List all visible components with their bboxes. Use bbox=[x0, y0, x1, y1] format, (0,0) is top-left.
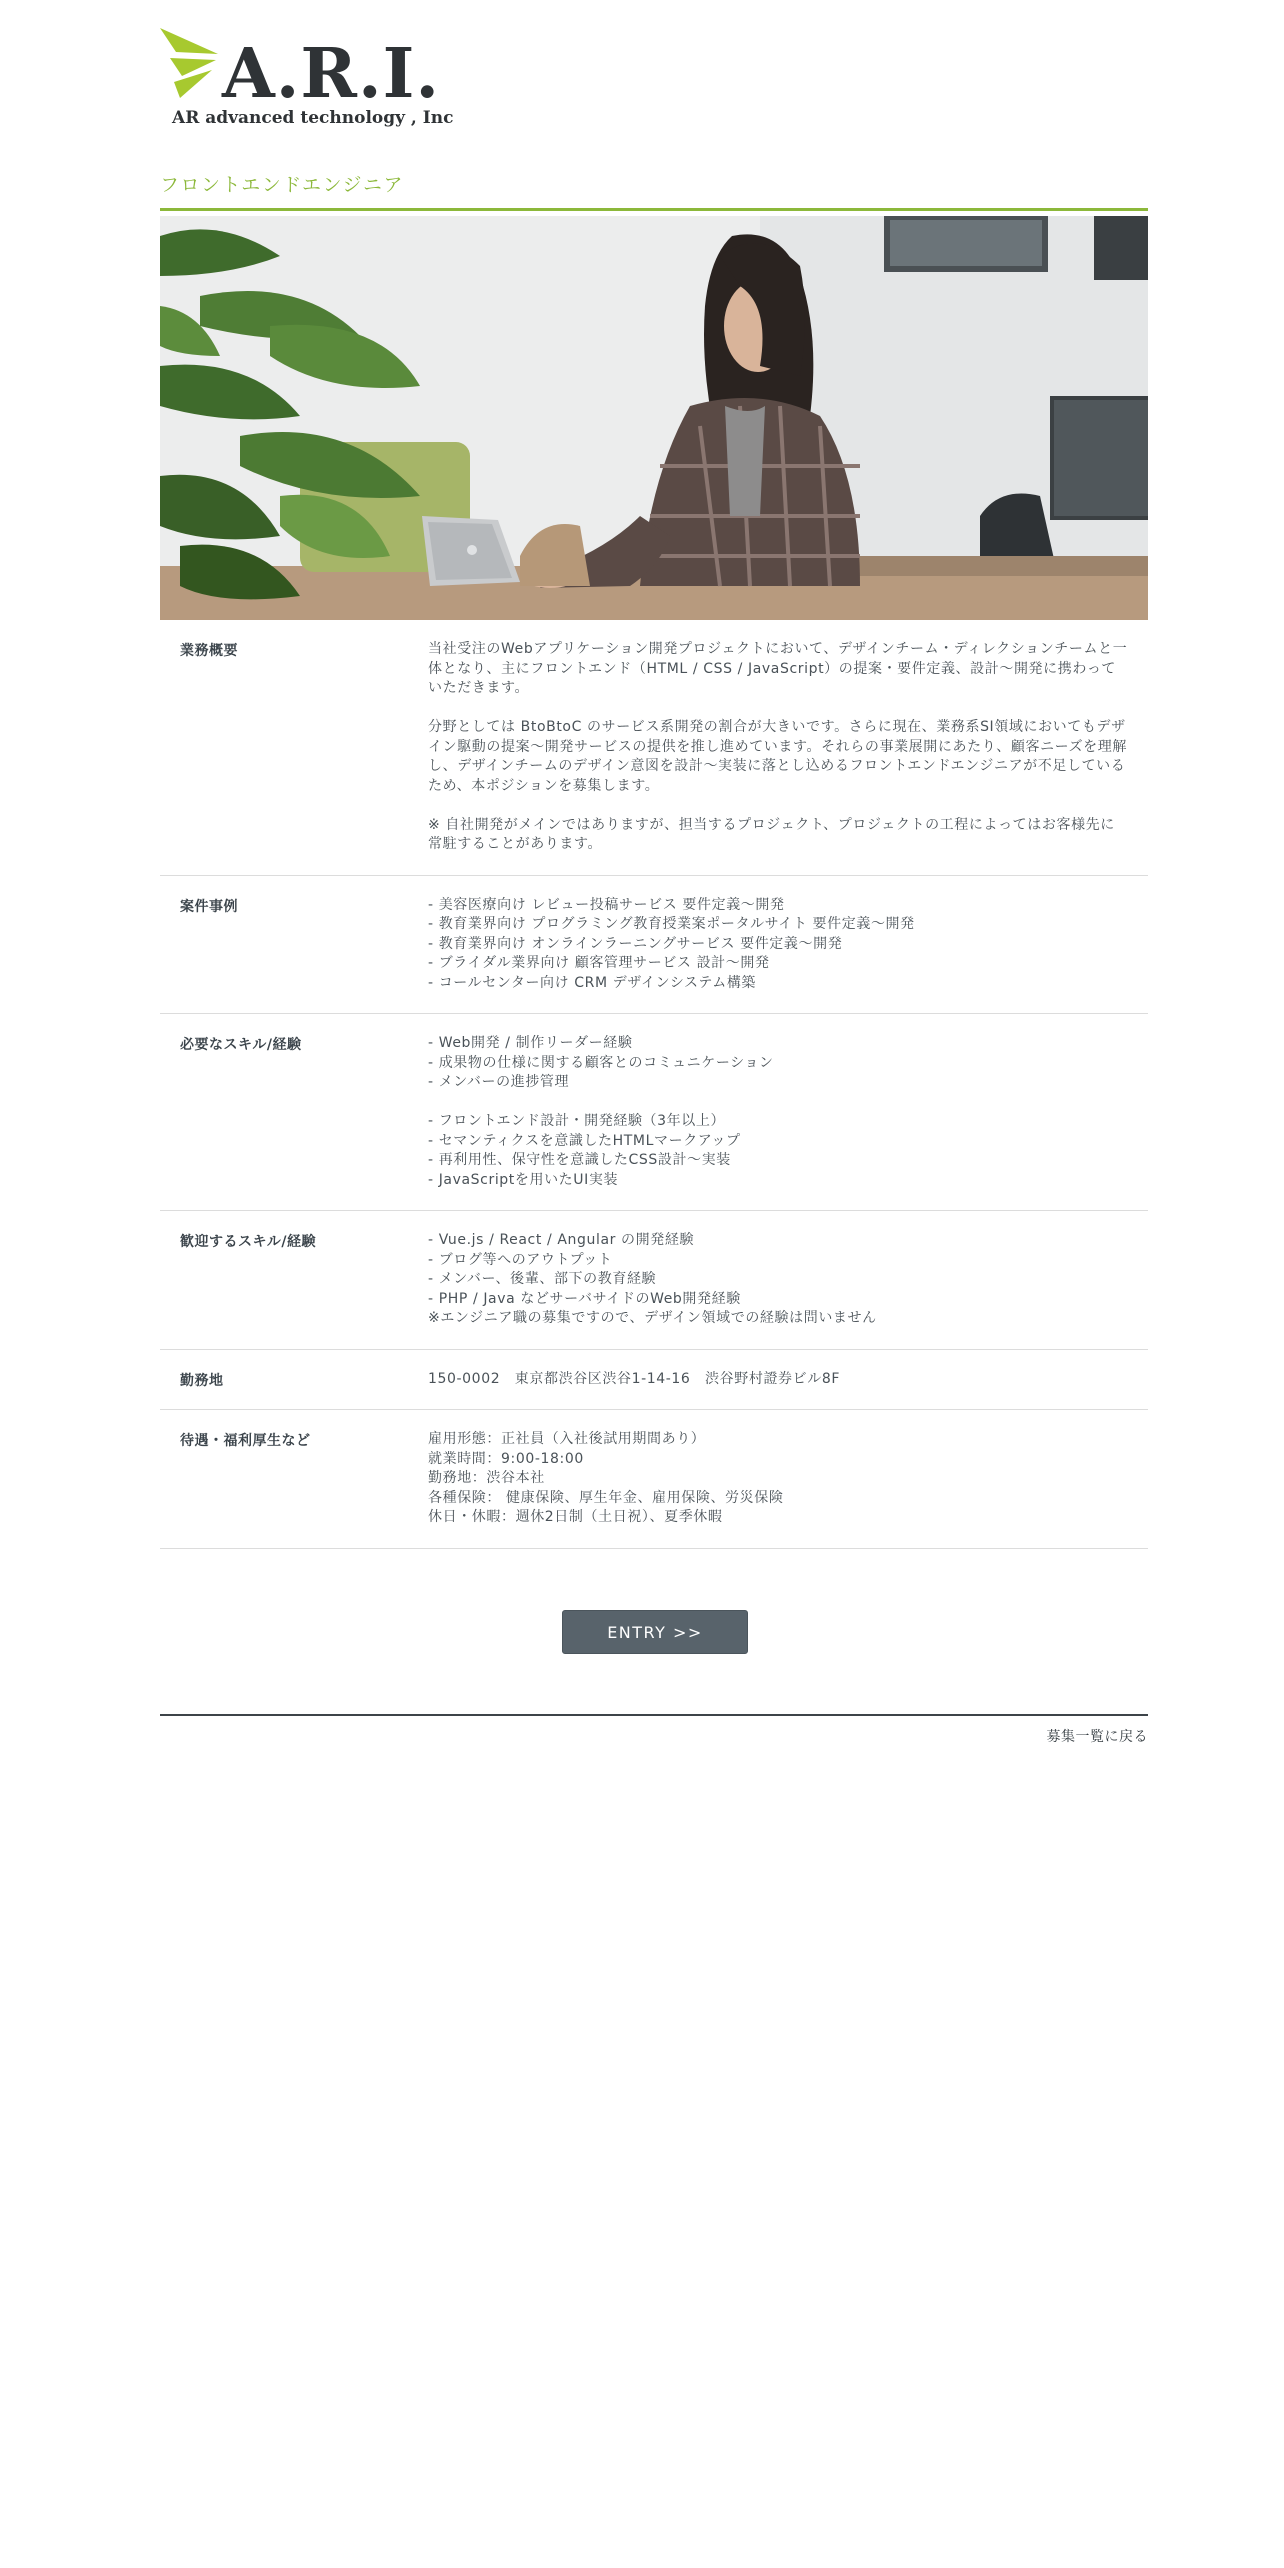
footer-divider bbox=[160, 1714, 1148, 1716]
detail-label: 歓迎するスキル/経験 bbox=[180, 1234, 316, 1250]
entry-button[interactable]: ENTRY >> bbox=[562, 1610, 748, 1654]
title-divider bbox=[160, 208, 1148, 211]
page-title: フロントエンドエンジニア bbox=[160, 174, 405, 196]
back-to-list-link[interactable]: 募集一覧に戻る bbox=[1046, 1729, 1148, 1745]
detail-paragraph: - Web開発 / 制作リーダー経験 - 成果物の仕様に関する顧客とのコミュニケーション - メンバーの進捗管理 bbox=[428, 1035, 774, 1090]
detail-row-cases bbox=[160, 876, 1148, 1015]
detail-value bbox=[408, 1014, 1128, 1210]
detail-paragraph: ※ 自社開発がメインではありますが、担当するプロジェクト、プロジェクトの工程によってはお客様先に常駐することがあります。 bbox=[428, 816, 1115, 852]
company-logo[interactable] bbox=[160, 28, 454, 138]
logo-main-text: A.R.I. bbox=[222, 34, 441, 114]
detail-value bbox=[408, 1211, 1128, 1349]
detail-paragraph: - Vue.js / React / Angular の開発経験 - ブログ等へのアウトプット - メンバー、後輩、部下の教育経験 - PHP / Java などサーバサイドのWeb開発経験 ※エンジニア職の募集ですので、デザイン領域での経験は問いません bbox=[428, 1232, 877, 1326]
detail-value bbox=[408, 620, 1128, 875]
detail-paragraph: - フロントエンド設計・開発経験（3年以上） - セマンティクスを意識したHTMLマークアップ - 再利用性、保守性を意識したCSS設計〜実装 - JavaScriptを用いたUI実装 bbox=[428, 1113, 741, 1188]
detail-value bbox=[408, 1410, 1128, 1548]
detail-row-welcome-skills bbox=[160, 1211, 1148, 1350]
detail-paragraph: 当社受注のWebアプリケーション開発プロジェクトにおいて、デザインチーム・ディレクションチームと一体となり、主にフロントエンド（HTML / CSS / JavaScript）の提案・要件定義、設計〜開発に携わっていただきます。 bbox=[428, 641, 1128, 696]
detail-label: 待遇・福利厚生など bbox=[180, 1433, 311, 1449]
detail-label: 必要なスキル/経験 bbox=[180, 1037, 302, 1053]
detail-paragraph: - 美容医療向け レビュー投稿サービス 要件定義〜開発 - 教育業界向け プログラミング教育授業案ポータルサイト 要件定義〜開発 - 教育業界向け オンラインラーニングサービス 要件定義〜開発 - ブライダル業界向け 顧客管理サービス 設計〜開発 - コールセンター向け CRM デザインシステム構築 bbox=[428, 896, 915, 991]
detail-value bbox=[408, 876, 1128, 1014]
detail-value bbox=[408, 1350, 1128, 1410]
detail-label: 勤務地 bbox=[180, 1372, 224, 1389]
logo-triangle-icon bbox=[160, 28, 230, 108]
detail-label: 業務概要 bbox=[180, 643, 238, 659]
logo-sub-text: AR advanced technology , Inc bbox=[172, 108, 454, 128]
detail-row-benefits bbox=[160, 1410, 1148, 1549]
job-details-table bbox=[160, 620, 1148, 1549]
detail-row-overview bbox=[160, 620, 1148, 876]
detail-row-location bbox=[160, 1350, 1148, 1411]
detail-label: 案件事例 bbox=[180, 898, 238, 915]
hero-photo bbox=[160, 216, 1148, 620]
detail-row-required-skills bbox=[160, 1014, 1148, 1211]
detail-paragraph: 雇用形態：正社員（入社後試用期間あり） 就業時間：9:00-18:00 勤務地：渋谷本社 各種保険： 健康保険、厚生年金、雇用保険、労災保険 休日・休暇：週休2日制（土日祝）、夏季休暇 bbox=[428, 1431, 784, 1525]
detail-paragraph: 分野としては BtoBtoC のサービス系開発の割合が大きいです。さらに現在、業務系SI領域においてもデザイン駆動の提案〜開発サービスの提供を推し進めています。それらの事業展開にあたり、顧客ニーズを理解し、デザインチームのデザイン意図を設計〜実装に落とし込めるフロントエンドエンジニアが不足しているため、本ポジションを募集します。 bbox=[428, 719, 1127, 794]
detail-paragraph: 150-0002 東京都渋谷区渋谷1-14-16 渋谷野村證券ビル8F bbox=[428, 1370, 841, 1387]
